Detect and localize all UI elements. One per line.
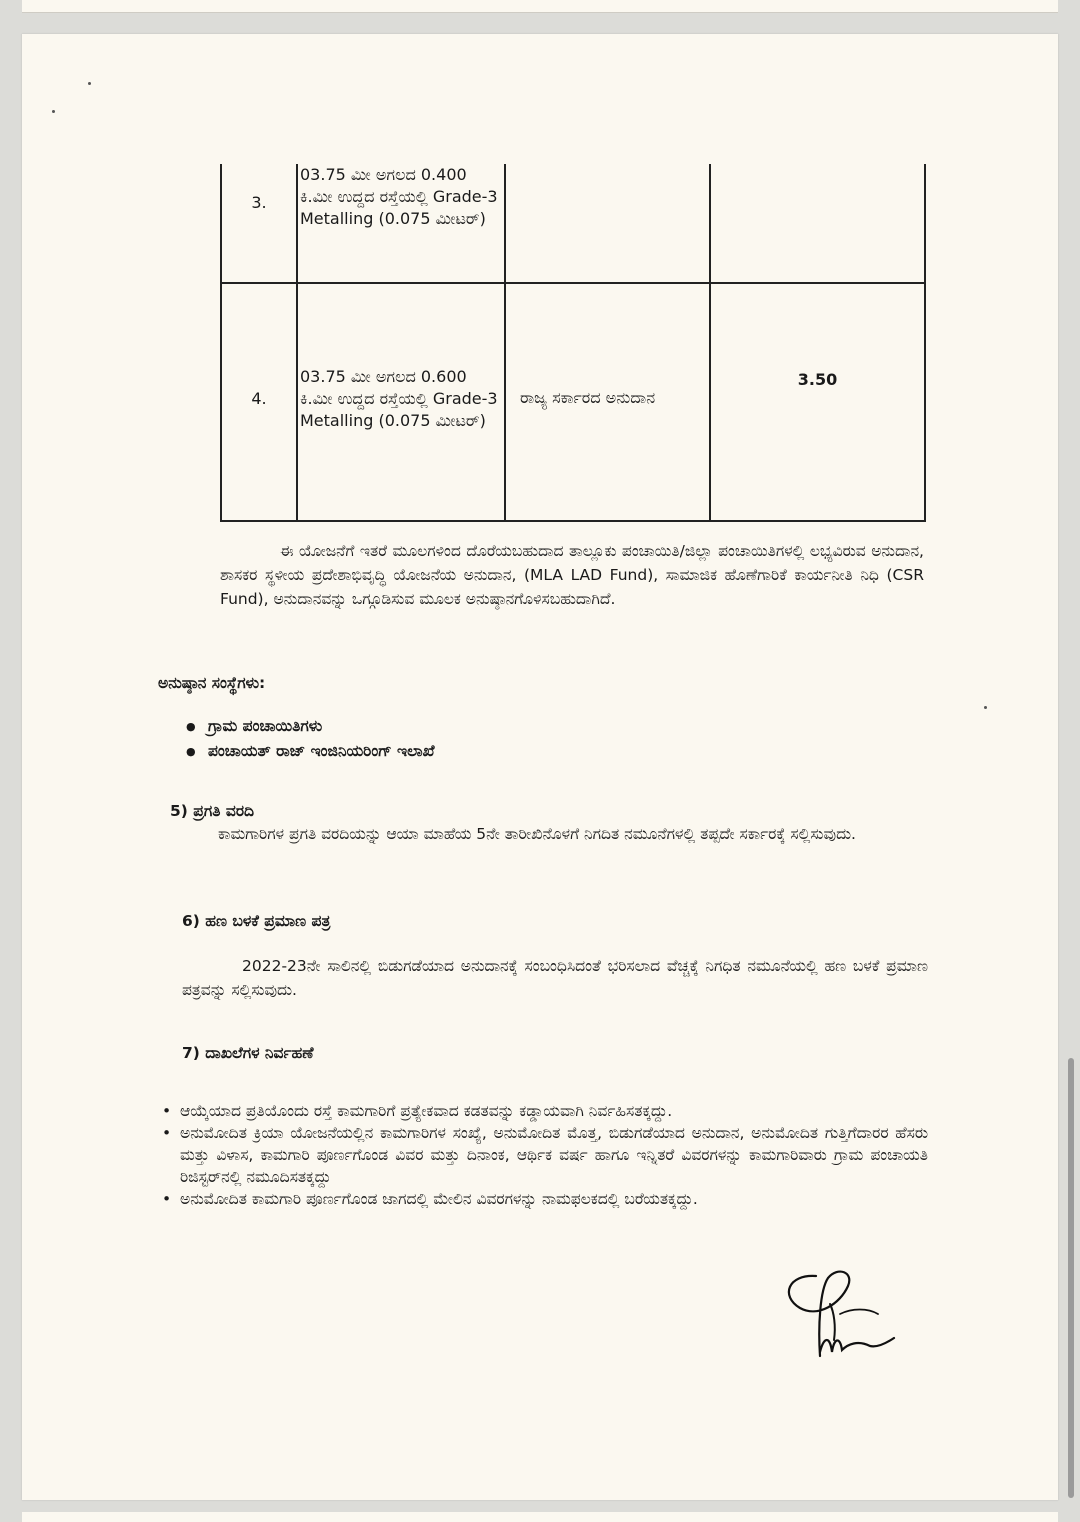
scan-speck (88, 82, 91, 85)
section-5-paragraph: ಕಾಮಗಾರಿಗಳ ಪ್ರಗತಿ ವರದಿಯನ್ನು ಆಯಾ ಮಾಹೆಯ 5ನೇ ತಾರೀಖಿನೊಳಗೆ ನಿಗದಿತ ನಮೂನೆಗಳಲ್ಲಿ ತಪ್ಪದೇ ಸರ್ಕಾರಕ್ಕೆ ಸಲ್ಲಿಸುವುದು. (218, 825, 856, 843)
table-row (221, 283, 925, 521)
agencies-list (182, 714, 435, 764)
previous-page-edge (22, 0, 1058, 13)
amount-cell (710, 164, 925, 283)
scan-speck (984, 706, 987, 709)
agencies-heading: ಅನುಷ್ಠಾನ ಸಂಸ್ಥೆಗಳು: (158, 674, 266, 692)
list-item: • ಅನುಮೋದಿತ ಕ್ರಿಯಾ ಯೋಜನೆಯಲ್ಲಿನ ಕಾಮಗಾರಿಗಳ ಸಂಖ್ಯೆ, ಅನುಮೋದಿತ ಮೊತ್ತ, ಬಿಡುಗಡೆಯಾದ ಅನುದಾನ, ಅನುಮೋದಿತ ಗುತ್ತಿಗೆದಾರರ ಹೆಸರು ಮತ್ತು ವಿಳಾಸ, ಕಾಮಗಾರಿ ಪೂರ್ಣಗೊಂಡ ವಿವರ ಮತ್ತು ದಿನಾಂಕ, ಆರ್ಥಿಕ ವರ್ಷ ಹಾಗೂ ಇನ್ನಿತರೆ ವಿವರಗಳನ್ನು ಕಾಮಗಾರಿವಾರು ಗ್ರಾಮ ಪಂಚಾಯತಿ ರಿಜಿಸ್ಟರ್‌ನಲ್ಲಿ ನಮೂದಿಸತಕ್ಕದ್ದು (160, 1122, 928, 1188)
funding-note-paragraph: ಈ ಯೋಜನೆಗೆ ಇತರೆ ಮೂಲಗಳಿಂದ ದೊರೆಯಬಹುದಾದ ತಾಲ್ಲೂಕು ಪಂಚಾಯಿತಿ/ಜಿಲ್ಲಾ ಪಂಚಾಯಿತಿಗಳಲ್ಲಿ ಲಭ್ಯವಿರುವ ಅನುದಾನ, ಶಾಸಕರ ಸ್ಥಳೀಯ ಪ್ರದೇಶಾಭಿವೃದ್ಧಿ ಯೋಜನೆಯ ಅನುದಾನ, (MLA LAD Fund), ಸಾಮಾಜಿಕ ಹೊಣೆಗಾರಿಕೆ ಕಾರ್ಯನೀತಿ ನಿಧಿ (CSR Fund), ಅನುದಾನವನ್ನು ಒಗ್ಗೂಡಿಸುವ ಮೂಲಕ ಅನುಷ್ಠಾನಗೊಳಿಸಬಹುದಾಗಿದೆ. (220, 542, 924, 608)
fund-source-cell (505, 164, 710, 283)
fund-source-cell: ರಾಜ್ಯ ಸರ್ಕಾರದ ಅನುದಾನ (505, 283, 710, 521)
section-7-heading: 7) ದಾಖಲೆಗಳ ನಿರ್ವಹಣೆ (182, 1044, 314, 1062)
signature-image (778, 1256, 908, 1376)
records-list (160, 1100, 928, 1210)
row-number-cell: 4. (221, 283, 297, 521)
list-item: ● ಗ್ರಾಮ ಪಂಚಾಯಿತಿಗಳು (182, 714, 435, 739)
work-description-cell: 03.75 ಮೀ ಅಗಲದ 0.600 ಕಿ.ಮೀ ಉದ್ದದ ರಸ್ತೆಯಲ್ಲಿ Grade-3 Metalling (0.075 ಮೀಟರ್) (297, 283, 505, 521)
table-row (221, 164, 925, 283)
scan-speck (52, 110, 55, 113)
work-description-cell: 03.75 ಮೀ ಅಗಲದ 0.400 ಕಿ.ಮೀ ಉದ್ದದ ರಸ್ತೆಯಲ್ಲಿ Grade-3 Metalling (0.075 ಮೀಟರ್) (297, 164, 505, 283)
next-page-edge (22, 1512, 1058, 1522)
section-5-heading: 5) ಪ್ರಗತಿ ವರದಿ (170, 802, 255, 820)
section-6-heading: 6) ಹಣ ಬಳಕೆ ಪ್ರಮಾಣ ಪತ್ರ (182, 912, 331, 930)
amount-cell: 3.50 (710, 283, 925, 521)
scrollbar-thumb[interactable] (1068, 1058, 1074, 1498)
list-item: • ಅನುಮೋದಿತ ಕಾಮಗಾರಿ ಪೂರ್ಣಗೊಂಡ ಜಾಗದಲ್ಲಿ ಮೇಲಿನ ವಿವರಗಳನ್ನು ನಾಮಫಲಕದಲ್ಲಿ ಬರೆಯತಕ್ಕದ್ದು. (160, 1188, 928, 1210)
row-number-cell: 3. (221, 164, 297, 283)
document-page (22, 34, 1058, 1500)
list-item: ● ಪಂಚಾಯತ್ ರಾಜ್ ಇಂಜಿನಿಯರಿಂಗ್ ಇಲಾಖೆ (182, 739, 435, 764)
section-6-paragraph: 2022-23ನೇ ಸಾಲಿನಲ್ಲಿ ಬಿಡುಗಡೆಯಾದ ಅನುದಾನಕ್ಕೆ ಸಂಬಂಧಿಸಿದಂತೆ ಭರಿಸಲಾದ ವೆಚ್ಚಕ್ಕೆ ನಿಗಧಿತ ನಮೂನೆಯಲ್ಲಿ ಹಣ ಬಳಕೆ ಪ್ರಮಾಣ ಪತ್ರವನ್ನು ಸಲ್ಲಿಸುವುದು. (182, 957, 928, 999)
works-table (220, 164, 926, 522)
list-item: • ಆಯ್ಕೆಯಾದ ಪ್ರತಿಯೊಂದು ರಸ್ತೆ ಕಾಮಗಾರಿಗೆ ಪ್ರತ್ಯೇಕವಾದ ಕಡತವನ್ನು ಕಡ್ಡಾಯವಾಗಿ ನಿರ್ವಹಿಸತಕ್ಕದ್ದು. (160, 1100, 928, 1122)
